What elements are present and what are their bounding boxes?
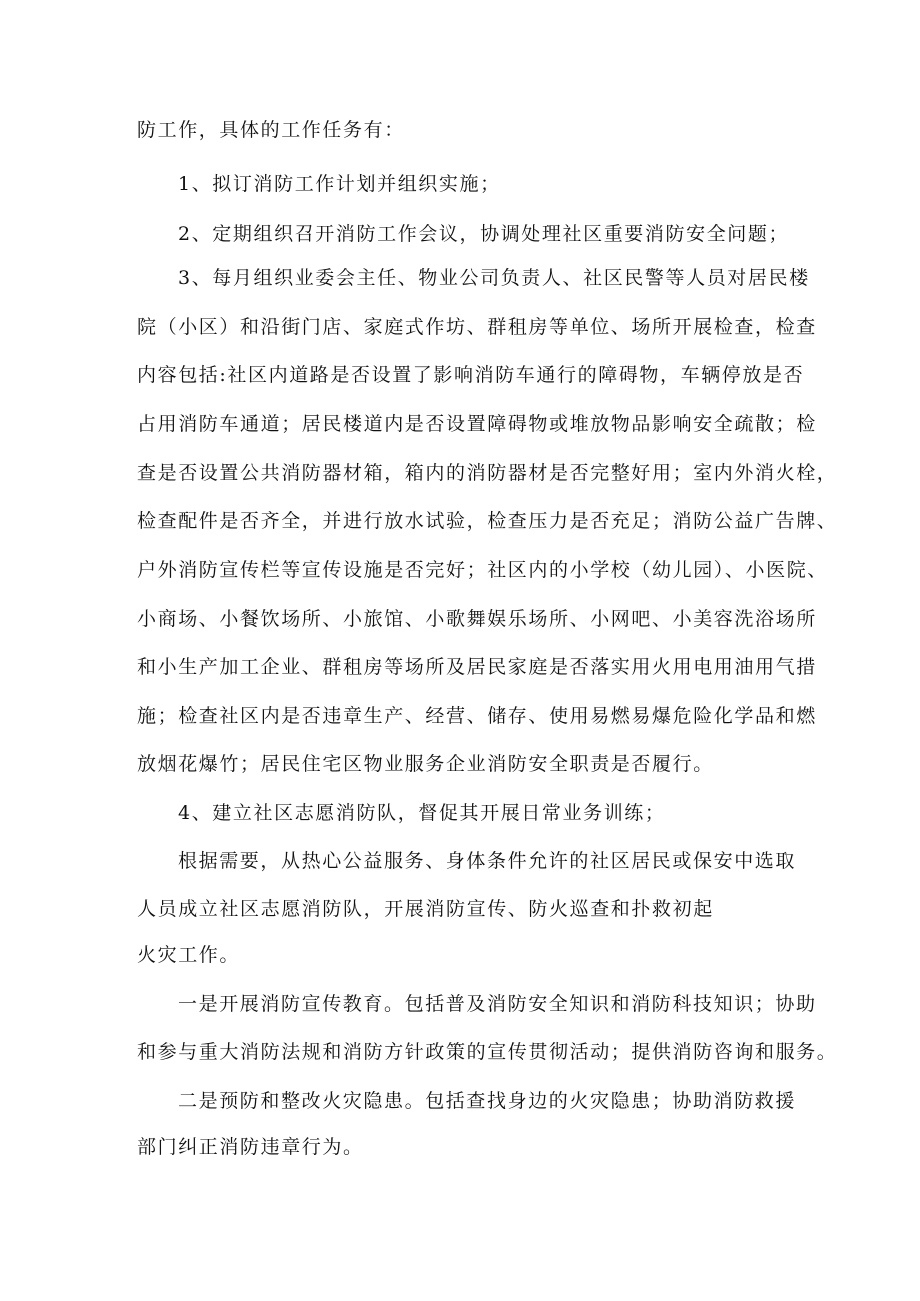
text-line-10: 户外消防宣传栏等宣传设施是否完好；社区内的小学校（幼儿园）、小医院、 (137, 559, 828, 581)
text-line-18: 火灾工作。 (137, 944, 241, 966)
text-line-3: 2、定期组织召开消防工作会议，协调处理社区重要消防安全问题； (178, 223, 790, 245)
text-line-6: 内容包括:社区内道路是否设置了影响消防车通行的障碍物，车辆停放是否 (137, 364, 805, 386)
text-line-7: 占用消防车通道；居民楼道内是否设置障碍物或堆放物品影响安全疏散；检 (137, 413, 817, 435)
text-line-1: 防工作，具体的工作任务有： (137, 119, 405, 141)
text-line-12: 和小生产加工企业、群租房等场所及居民家庭是否落实用火用电用油用气措 (137, 656, 817, 678)
text-line-9: 检查配件是否齐全，并进行放水试验，检查压力是否充足；消防公益广告牌、 (137, 510, 838, 532)
text-line-14: 放烟花爆竹；居民住宅区物业服务企业消防安全职责是否履行。 (137, 753, 714, 775)
text-line-17: 人员成立社区志愿消防队，开展消防宣传、防火巡查和扑救初起 (137, 898, 714, 920)
text-line-22: 部门纠正消防违章行为。 (137, 1136, 364, 1158)
text-line-15: 4、建立社区志愿消防队，督促其开展日常业务训练； (178, 802, 666, 824)
text-line-20: 和参与重大消防法规和消防方针政策的宣传贯彻活动；提供消防咨询和服务。 (137, 1041, 838, 1063)
text-line-11: 小商场、小餐饮场所、小旅馆、小歌舞娱乐场所、小网吧、小美容洗浴场所 (137, 608, 817, 630)
text-line-8: 查是否设置公共消防器材箱，箱内的消防器材是否完整好用；室内外消火栓， (137, 462, 838, 484)
text-line-2: 1、拟订消防工作计划并组织实施； (178, 173, 501, 195)
text-line-21: 二是预防和整改火灾隐患。包括查找身边的火灾隐患；协助消防救援 (178, 1090, 797, 1112)
text-line-5: 院（小区）和沿街门店、家庭式作坊、群租房等单位、场所开展检查，检查 (137, 316, 817, 338)
text-line-19: 一是开展消防宣传教育。包括普及消防安全知识和消防科技知识；协助 (178, 993, 817, 1015)
text-line-4: 3、每月组织业委会主任、物业公司负责人、社区民警等人员对居民楼 (178, 267, 810, 289)
text-line-16: 根据需要，从热心公益服务、身体条件允许的社区居民或保安中选取 (178, 850, 797, 872)
text-line-13: 施；检查社区内是否违章生产、经营、储存、使用易燃易爆危险化学品和燃 (137, 705, 817, 727)
